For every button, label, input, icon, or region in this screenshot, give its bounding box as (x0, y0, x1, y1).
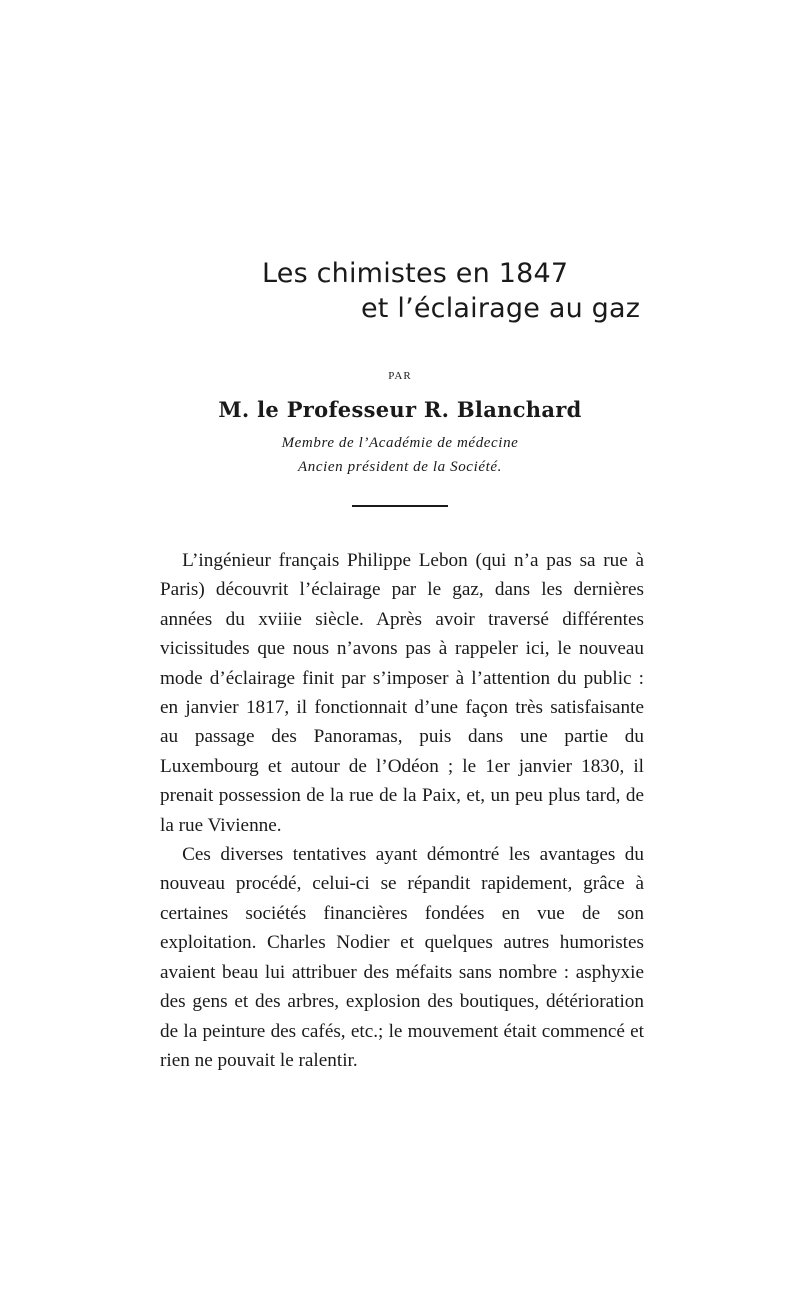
article-title-line-1: Les chimistes en 1847 (262, 258, 569, 289)
paragraph-1: L’ingénieur français Philippe Lebon (qui n’a pas sa rue à Paris) découvrit l’éclairage par le gaz, dans les dernières années du xviiie siècle. Après avoir traversé différentes vicissitudes que nous n’avons pas à rappeler ici, le nouveau mode d’éclairage finit par s’imposer à l’attention du public : en janvier 1817, il fonctionnait d’une façon très satisfaisante au passage des Panoramas, puis dans une partie du Luxembourg et autour de l’Odéon ; le 1er janvier 1830, il prenait possession de la rue de la Paix, et, un peu plus tard, de la rue Vivienne. (160, 550, 644, 836)
author-name: M. le Professeur R. Blanchard (218, 397, 582, 422)
byline-par: PAR (388, 370, 412, 382)
article-body (160, 546, 644, 1075)
article-title-line-2: et l’éclairage au gaz (361, 293, 641, 324)
section-divider (352, 505, 448, 507)
author-role-2: Ancien président de la Société. (298, 459, 502, 475)
author-role-1: Membre de l’Académie de médecine (281, 435, 519, 451)
paragraph-2: Ces diverses tentatives ayant démontré les avantages du nouveau procédé, celui-ci se répandit rapidement, grâce à certaines sociétés financières fondées en vue de son exploitation. Charles Nodier et quelques autres humoristes avaient beau lui attribuer des méfaits sans nombre : asphyxie des gens et des arbres, explosion des boutiques, détérioration de la peinture des cafés, etc.; le mouvement était commencé et rien ne pouvait le ralentir. (160, 844, 644, 1071)
